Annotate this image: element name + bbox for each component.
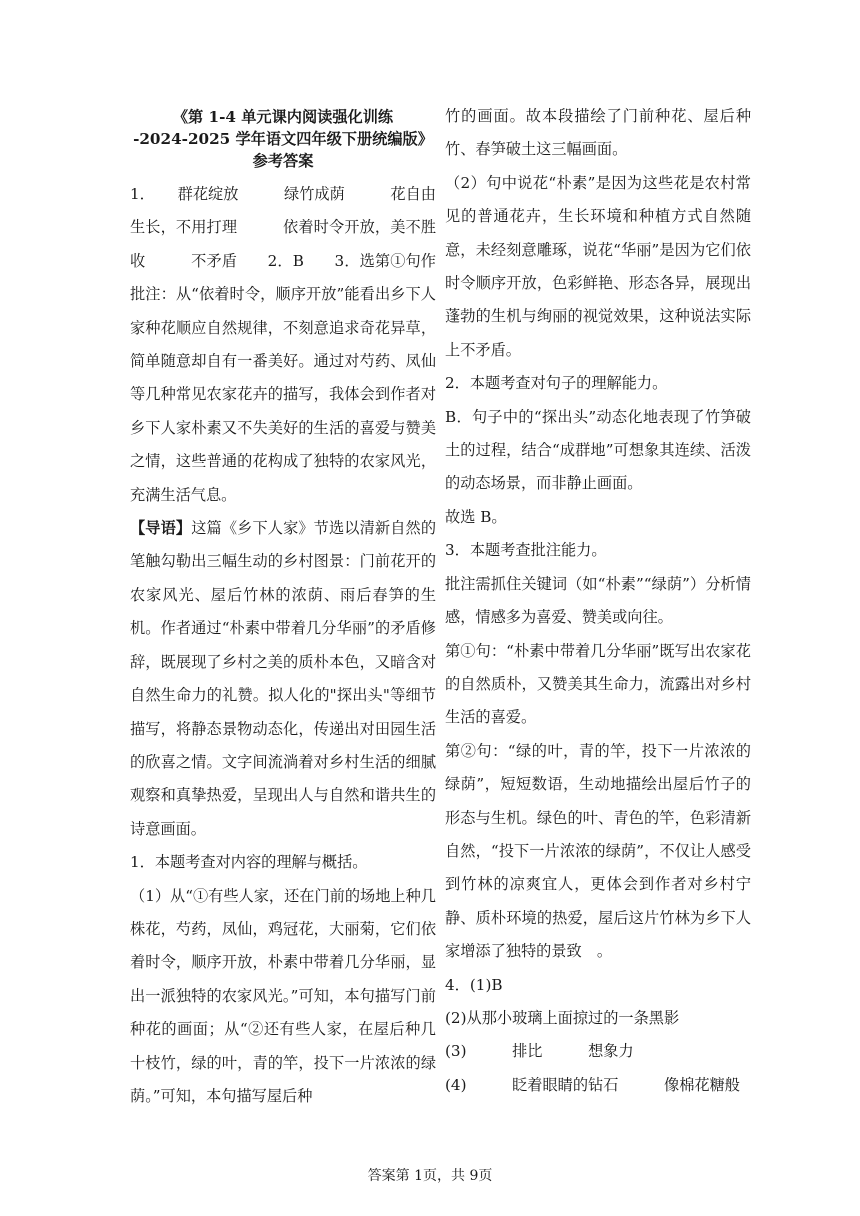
guide-label: 【导语】 [130,519,192,538]
title-line-2: -2024-2025 学年语文四年级下册统编版》 [133,130,433,148]
question-4-part-2: (2)从那小玻璃上面掠过的一条黑影 [445,1008,680,1027]
title-line-3: 参考答案 [252,152,314,170]
part-3-answer-b: 想象力 [588,1042,634,1061]
question-4-part-3 [445,1035,751,1068]
question-1-part-1-cont: 竹的画面。故本段描绘了门前种花、屋后种竹、春笋破土这三幅画面。 [445,107,751,159]
document-title [130,106,436,172]
question-4-part-4 [445,1069,751,1102]
question-2-answer: 故选 B。 [445,507,507,526]
guide-paragraph [130,512,436,846]
question-1-heading: 1．本题考查对内容的理解与概括。 [130,853,368,872]
question-3-sentence-1: 第①句：“朴素中带着几分华丽”既写出农家花的自然质朴，又赞美其生命力，流露出对乡村生活的喜爱。 [445,641,751,727]
part-3-answer-a: 排比 [512,1042,543,1061]
part-4-answer-b: 像棉花糖般 [664,1075,740,1094]
part-4-number: (4) [445,1075,467,1094]
left-column [130,100,436,1113]
question-3-method: 批注需抓住关键词（如“朴素”“绿荫”）分析情感，情感多为喜爱、赞美或向往。 [445,574,751,627]
part-3-number: (3) [445,1042,467,1061]
answer-summary-paragraph: 1． 群花绽放 绿竹成荫 花自由生长，不用打理 依着时令开放，美不胜收 不矛盾 2．B 3．选第①句作批注：从“依着时令，顺序开放”能看出乡下人家种花顺应自然规律，不刻意追求奇花异草，简单随意却自有一番美好。通过对芍药、凤仙等几种常见农家花卉的描写，我体会到作者对乡下人家朴素又不失美好的生活的喜爱与赞美之情，这些普通的花构成了独特的农家风光，充满生活气息。 [130,185,436,504]
question-1-part-1: （1）从“①有些人家，还在门前的场地上种几株花，芍药，凤仙，鸡冠花，大丽菊，它们依着时令，顺序开放，朴素中带着几分华丽，显出一派独特的农家风光。”可知，本句描写门前种花的画面；从“②还有些人家，在屋后种几十枝竹，绿的叶，青的竿，投下一片浓浓的绿荫。”可知，本句描写屋后种 [130,886,436,1105]
guide-text: 这篇《乡下人家》节选以清新自然的笔触勾勒出三幅生动的乡村图景：门前花开的农家风光、屋后竹林的浓荫、雨后春笋的生机。作者通过“朴素中带着几分华丽”的矛盾修辞，既展现了乡村之美的质朴本色，又暗含对自然生命力的礼赞。拟人化的"探出头"等细节描写，将静态景物动态化，传递出对田园生活的欣喜之情。文字间流淌着对乡村生活的细腻观察和真挚热爱，呈现出人与自然和谐共生的诗意画面。 [130,519,437,838]
question-3-sentence-2: 第②句：“绿的叶，青的竿，投下一片浓浓的绿荫”，短短数语，生动地描绘出屋后竹子的形态与生机。绿色的叶、青色的竿，色彩清新自然，“投下一片浓浓的绿荫”，不仅让人感受到竹林的凉爽宜人，更体会到作者对乡村宁静、质朴环境的热爱，屋后这片竹林为乡下人家增添了独特的景致 。 [445,741,751,961]
question-2-heading: 2．本题考查对句子的理解能力。 [445,374,668,393]
title-line-1: 《第 1-4 单元课内阅读强化训练 [172,108,394,126]
page-footer: 答案第 1页，共 9页 [367,1168,493,1184]
question-2-explanation: B．句子中的“探出头”动态化地表现了竹笋破土的过程，结合“成群地”可想象其连续、活泼的动态场景，而非静止画面。 [445,407,751,493]
question-3-heading: 3．本题考查批注能力。 [445,541,607,560]
part-4-answer-a: 眨着眼睛的钻石 [512,1075,619,1094]
question-1-part-2: （2）句中说花“朴素”是因为这些花是农村常见的普通花卉，生长环境和种植方式自然随意，未经刻意雕琢，说花“华丽”是因为它们依时令顺序开放，色彩鲜艳、形态各异，展现出蓬勃的生机与绚丽的视觉效果，这种说法实际上不矛盾。 [445,173,751,359]
right-column [445,100,751,1102]
question-4-part-1: 4．(1)B [445,975,503,994]
